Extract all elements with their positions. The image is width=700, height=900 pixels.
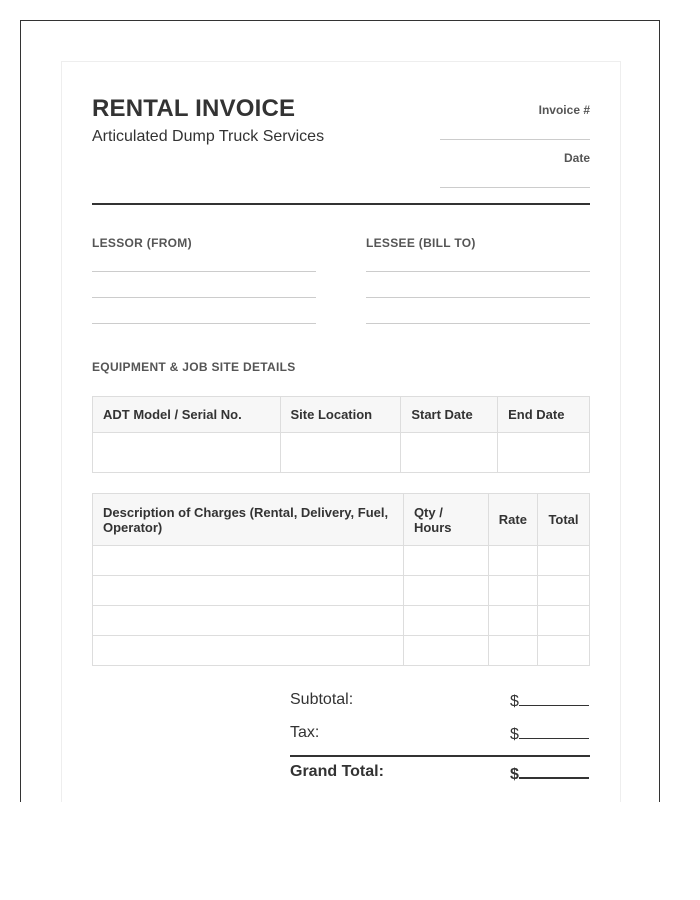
table-row: [93, 433, 590, 473]
qty-cell[interactable]: [403, 606, 488, 636]
model-cell[interactable]: [93, 433, 281, 473]
total-cell[interactable]: [537, 636, 589, 666]
column-header-model: ADT Model / Serial No.: [93, 397, 281, 433]
grand-total-blank[interactable]: [519, 763, 589, 779]
description-cell[interactable]: [93, 546, 404, 576]
total-cell[interactable]: [537, 606, 589, 636]
subtotal-blank[interactable]: [519, 691, 589, 706]
qty-cell[interactable]: [403, 576, 488, 606]
invoice-number-field[interactable]: [440, 139, 590, 140]
table-row: [93, 576, 590, 606]
qty-cell[interactable]: [403, 636, 488, 666]
description-cell[interactable]: [93, 576, 404, 606]
lessee-label: LESSEE (BILL TO): [366, 236, 476, 250]
equipment-table: [92, 396, 590, 473]
qty-cell[interactable]: [403, 546, 488, 576]
grand-total-label: Grand Total:: [290, 763, 384, 780]
equipment-section-label: EQUIPMENT & JOB SITE DETAILS: [92, 360, 296, 374]
column-header-qty-hours: Qty / Hours: [403, 494, 488, 546]
equipment-header-row: [93, 397, 590, 433]
rate-cell[interactable]: [488, 606, 537, 636]
rate-cell[interactable]: [488, 546, 537, 576]
date-field[interactable]: [440, 187, 590, 188]
currency-symbol: $: [510, 766, 519, 783]
table-row: [93, 546, 590, 576]
lessor-line-3[interactable]: [92, 323, 316, 324]
end-date-cell[interactable]: [498, 433, 590, 473]
total-cell[interactable]: [537, 546, 589, 576]
total-cell[interactable]: [537, 576, 589, 606]
lessor-line-1[interactable]: [92, 271, 316, 272]
grand-total-field[interactable]: [510, 763, 590, 784]
tax-blank[interactable]: [519, 724, 589, 739]
subtotal-field[interactable]: [510, 691, 590, 711]
currency-symbol: $: [510, 693, 519, 710]
description-cell[interactable]: [93, 636, 404, 666]
rate-cell[interactable]: [488, 576, 537, 606]
start-date-cell[interactable]: [401, 433, 498, 473]
charges-header-row: [93, 494, 590, 546]
invoice-title: RENTAL INVOICE: [92, 95, 296, 122]
tax-label: Tax:: [290, 724, 320, 741]
description-cell[interactable]: [93, 606, 404, 636]
lessor-line-2[interactable]: [92, 297, 316, 298]
lessee-line-2[interactable]: [366, 297, 590, 298]
grand-total-divider: [290, 755, 590, 757]
lessee-line-1[interactable]: [366, 271, 590, 272]
date-label: Date: [563, 151, 590, 165]
currency-symbol: $: [510, 726, 519, 743]
site-cell[interactable]: [280, 433, 401, 473]
column-header-site: Site Location: [280, 397, 401, 433]
invoice-subtitle: Articulated Dump Truck Services: [92, 128, 325, 145]
column-header-rate: Rate: [488, 494, 537, 546]
subtotal-label: Subtotal:: [290, 691, 354, 708]
column-header-description: Description of Charges (Rental, Delivery, Fuel, Operator): [93, 494, 404, 546]
header-divider: [92, 203, 590, 205]
column-header-start-date: Start Date: [401, 397, 498, 433]
tax-field[interactable]: [510, 724, 590, 744]
charges-table: [92, 493, 590, 666]
table-row: [93, 636, 590, 666]
lessee-line-3[interactable]: [366, 323, 590, 324]
column-header-total: Total: [537, 494, 589, 546]
table-row: [93, 606, 590, 636]
rate-cell[interactable]: [488, 636, 537, 666]
lessor-label: LESSOR (FROM): [92, 236, 192, 250]
column-header-end-date: End Date: [498, 397, 590, 433]
invoice-number-label: Invoice #: [538, 103, 590, 117]
